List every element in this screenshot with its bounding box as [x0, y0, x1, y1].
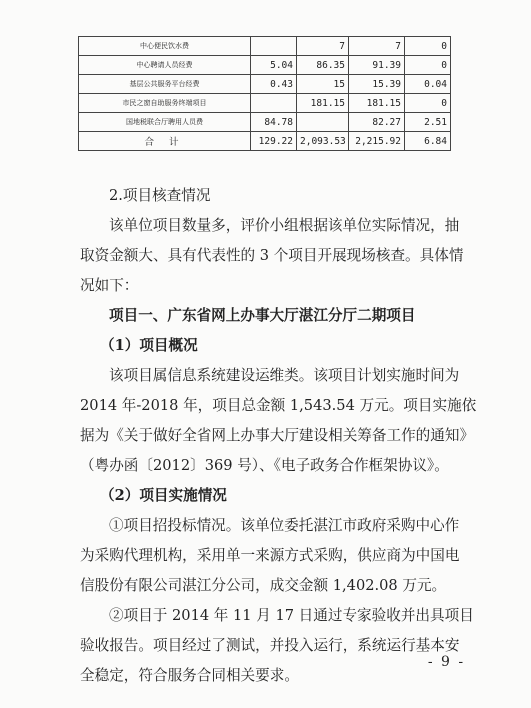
cell: 0	[405, 37, 451, 56]
cell: 0	[405, 56, 451, 75]
paragraph-line: 2014 年-2018 年，项目总金额 1,543.54 万元。项目实施依	[80, 397, 477, 414]
paragraph-line: 为采购代理机构，采用单一来源方式采购，供应商为中国电	[80, 547, 460, 564]
cell: 82.27	[349, 113, 405, 132]
cell: 2,215.92	[349, 132, 405, 151]
cell: 7	[349, 37, 405, 56]
table-row	[79, 94, 451, 113]
cell: 181.15	[349, 94, 405, 113]
row-name: 国地税联合厅聘用人员费	[79, 113, 251, 132]
cell: 2,093.53	[297, 132, 349, 151]
row-name: 基层公共服务平台经费	[79, 75, 251, 94]
paragraph-line: 况如下：	[80, 277, 139, 294]
paragraph-line: ②项目于 2014 年 11 月 17 日通过专家验收并出具项目	[109, 607, 474, 624]
cell: 86.35	[297, 56, 349, 75]
subheading-overview: （1）项目概况	[100, 337, 198, 354]
row-name: 中心聘请人员经费	[79, 56, 251, 75]
cell: 91.39	[349, 56, 405, 75]
cell: 6.84	[405, 132, 451, 151]
table-row	[79, 56, 451, 75]
cell: 5.04	[251, 56, 297, 75]
row-name: 市民之窗自助服务终端项目	[79, 94, 251, 113]
cell: 2.51	[405, 113, 451, 132]
cell	[251, 37, 297, 56]
cell	[251, 94, 297, 113]
cell: 0.43	[251, 75, 297, 94]
subheading-implementation: （2）项目实施情况	[100, 487, 227, 504]
cell: 7	[297, 37, 349, 56]
page-number: - 9 -	[427, 654, 466, 670]
paragraph-line: 验收报告。项目经过了测试，并投入运行，系统运行基本安	[80, 637, 460, 654]
table-total-row	[79, 132, 451, 151]
paragraph-line: 该项目属信息系统建设运维类。该项目计划实施时间为	[109, 367, 460, 384]
paragraph-line: 信股份有限公司湛江分公司，成交金额 1,402.08 万元。	[80, 577, 447, 594]
body-text	[80, 181, 477, 691]
cell: 15.39	[349, 75, 405, 94]
paragraph-line: 该单位项目数量多，评价小组根据该单位实际情况，抽	[109, 217, 460, 234]
row-name: 中心便民饮水费	[79, 37, 251, 56]
paragraph-line: ①项目招投标情况。该单位委托湛江市政府采购中心作	[109, 517, 460, 534]
total-label: 合 计	[79, 132, 251, 151]
fund-table	[78, 36, 451, 151]
cell: 0.04	[405, 75, 451, 94]
cell: 15	[297, 75, 349, 94]
table-row	[79, 75, 451, 94]
paragraph-line: （粤办函〔2012〕369 号）、《电子政务合作框架协议》。	[80, 457, 449, 474]
paragraph-line: 据为《关于做好全省网上办事大厅建设相关筹备工作的通知》	[80, 427, 475, 444]
section-heading: 2.项目核查情况	[109, 187, 211, 204]
cell: 0	[405, 94, 451, 113]
cell: 129.22	[251, 132, 297, 151]
cell	[297, 113, 349, 132]
cell: 181.15	[297, 94, 349, 113]
cell: 84.78	[251, 113, 297, 132]
table-row	[79, 113, 451, 132]
project-title: 项目一、广东省网上办事大厅湛江分厅二期项目	[109, 307, 416, 324]
paragraph-line: 取资金额大、具有代表性的 3 个项目开展现场核查。具体情	[80, 247, 464, 264]
paragraph-line: 全稳定，符合服务合同相关要求。	[80, 667, 299, 684]
table-row	[79, 37, 451, 56]
